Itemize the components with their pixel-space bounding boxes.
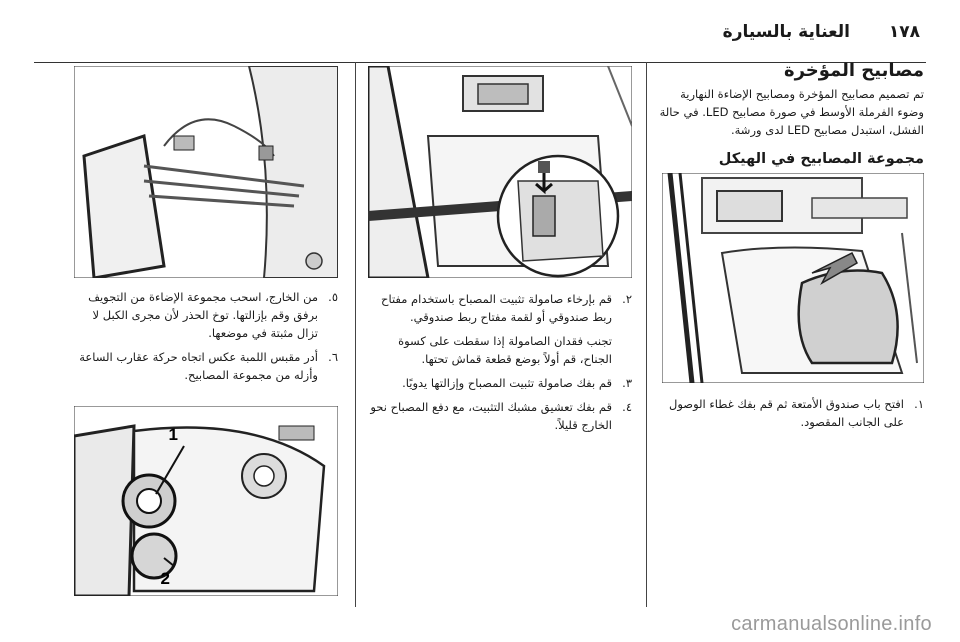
step-number [612,332,632,368]
step-text: تجنب فقدان الصامولة إذا سقطت على كسوة الجناح، قم أولاً بوضع قطعة قماش تحتها. [398,334,612,366]
section-title: مصابيح المؤخرة [783,60,924,81]
step-6 [72,348,338,384]
step-number: ١. [914,397,924,411]
step-note [366,332,632,368]
page-header [0,18,960,58]
step-number: ٥. [328,290,338,304]
chapter-title: العناية بالسيارة [722,22,850,42]
column-divider [355,62,356,607]
callout-2: 2 [160,569,170,588]
column-middle [366,60,632,440]
column-divider [646,62,647,607]
figure-trunk-access-cover [662,173,924,383]
step-text: قم بفك صامولة تثبيت المصباح وإزالتها يدويًا. [402,376,612,390]
step-number: ٤. [622,400,632,414]
step-text: قم بإرخاء صامولة تثبيت المصباح باستخدام مفتاح ربط صندوقي أو لقمة مفتاح ربط صندوقي. [381,292,612,324]
step-number: ٢. [622,292,632,306]
step-text: قم بفك تعشيق مشبك التثبيت، مع دفع المصباح نحو الخارج قليلاً. [370,400,612,432]
column-left [72,60,338,596]
subsection-title: مجموعة المصابيح في الهيكل [718,151,924,167]
column-right [656,60,924,437]
step-number: ٦. [328,350,338,364]
watermark[interactable]: carmanualsonline.info [731,613,932,635]
intro-paragraph: تم تصميم مصابيح المؤخرة ومصابيح الإضاءة النهارية وضوء الفرملة الأوسط في صورة مصابيح LED. في حالة الفشل، استبدل مصابيح LED لدى ورشة. [659,87,924,137]
step-3 [366,374,632,392]
figure-bulb-socket [74,406,338,596]
page-number: ١٧٨ [888,22,920,42]
step-number: ٣. [622,376,632,390]
step-5 [72,288,338,342]
step-text: أدر مقبس اللمبة عكس اتجاه حركة عقارب الساعة وأزله من مجموعة المصابيح. [79,350,318,382]
callout-1: 1 [168,425,178,444]
step-4 [366,398,632,434]
figure-lamp-assembly-removal [74,66,338,278]
step-2 [366,290,632,326]
step-text: افتح باب صندوق الأمتعة ثم قم بفك غطاء الوصول على الجانب المقصود. [669,397,904,429]
step-text: من الخارج، اسحب مجموعة الإضاءة من التجويف برفق وقم بإزالتها. توخ الحذر لأن مجرى الكبل لا تزال مثبتة في موضعها. [88,290,318,340]
figure-lamp-nut-removal [368,66,632,278]
step-1 [656,395,924,431]
